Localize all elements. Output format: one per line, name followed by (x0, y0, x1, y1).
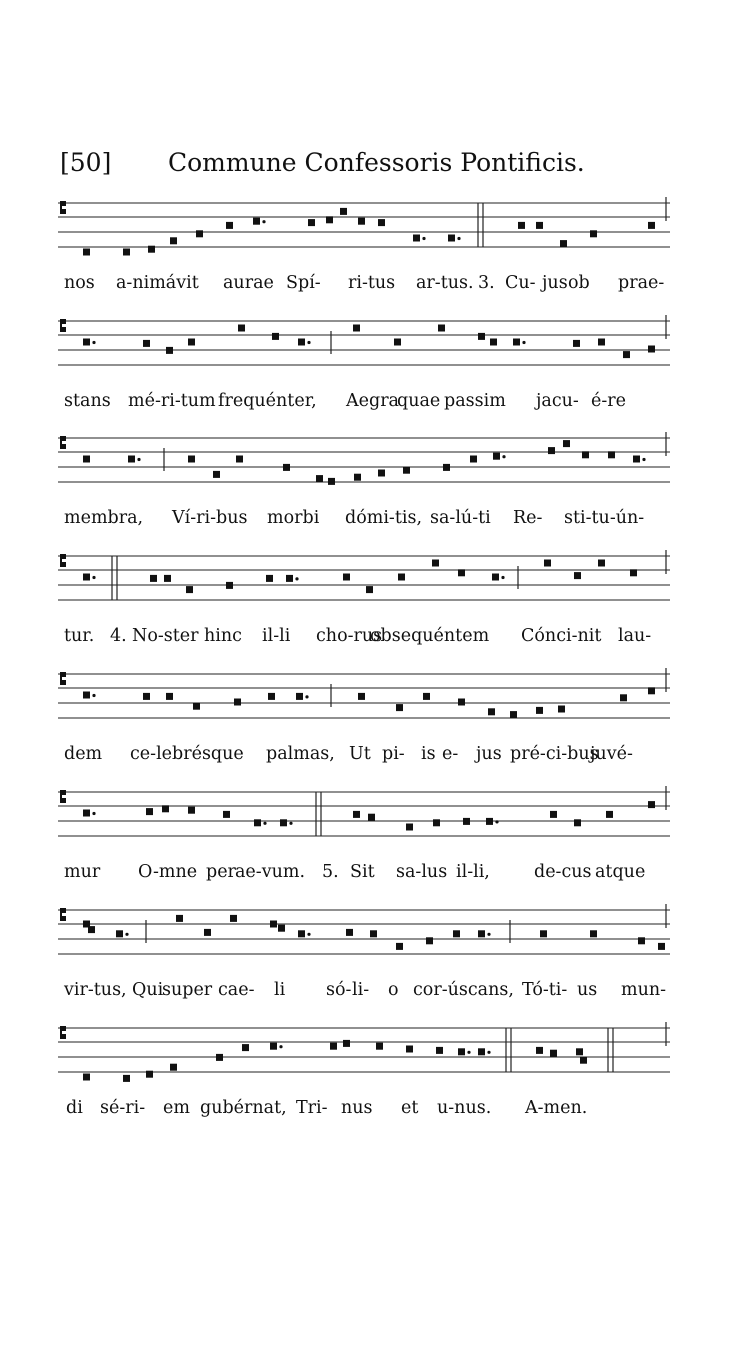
neume (226, 582, 233, 589)
mora-dot (263, 822, 266, 825)
neume (83, 1074, 90, 1081)
neume (83, 339, 90, 346)
lyric-syllable: ae-vum. (235, 862, 306, 882)
chant-system (58, 430, 670, 540)
neume (143, 340, 150, 347)
neume (633, 456, 640, 463)
lyric-syllable: cor-úscans, (413, 980, 514, 1000)
lyric-syllable: obsequéntem (370, 626, 490, 646)
neume (176, 915, 183, 922)
neume (162, 805, 169, 812)
neume (186, 586, 193, 593)
neume (343, 1040, 350, 1047)
lyric-syllable: tur. (64, 626, 95, 646)
neume (396, 704, 403, 711)
lyric-syllable: jus (542, 273, 568, 293)
neume (216, 1054, 223, 1061)
staff (58, 1020, 670, 1084)
neume (213, 471, 220, 478)
neume (83, 456, 90, 463)
lyric-syllable: cae- (218, 980, 255, 1000)
neume (123, 249, 130, 256)
neume (550, 811, 557, 818)
mora-dot (125, 933, 128, 936)
neume (582, 451, 589, 458)
chant-system (58, 1020, 670, 1130)
neume (88, 926, 95, 933)
neume (413, 235, 420, 242)
lyric-syllable: sa-lú-ti (430, 508, 491, 528)
neume (326, 216, 333, 223)
lyric-syllable: et (401, 1098, 419, 1118)
mora-dot (501, 576, 504, 579)
lyric-line (58, 391, 670, 421)
do-clef (60, 436, 66, 449)
mora-dot (92, 694, 95, 697)
mora-dot (289, 822, 292, 825)
staff (58, 784, 670, 848)
neume (536, 222, 543, 229)
neume (193, 703, 200, 710)
neume (346, 929, 353, 936)
lyric-syllable: vir-tus, (64, 980, 127, 1000)
lyric-syllable: mur (64, 862, 101, 882)
chant-system (58, 195, 670, 305)
neume (188, 339, 195, 346)
lyric-syllable: cho-rus (316, 626, 383, 646)
neume (316, 475, 323, 482)
neume (443, 464, 450, 471)
neume (486, 818, 493, 825)
neume (648, 222, 655, 229)
neume (590, 230, 597, 237)
lyric-syllable: Spí- (286, 273, 321, 293)
neume (396, 943, 403, 950)
neume (366, 586, 373, 593)
staff (58, 313, 670, 377)
lyric-syllable: sti-tu-ún- (564, 508, 645, 528)
lyric-syllable: passim (444, 391, 506, 411)
do-clef (60, 1026, 66, 1039)
do-clef (60, 790, 66, 803)
neume (83, 574, 90, 581)
neume (196, 230, 203, 237)
neume (146, 1071, 153, 1078)
neume (406, 824, 413, 831)
neume (253, 218, 260, 225)
lyric-syllable: 4. (110, 626, 127, 646)
mora-dot (92, 576, 95, 579)
lyric-line (58, 744, 670, 774)
neume (423, 693, 430, 700)
staff (58, 430, 670, 494)
staff (58, 902, 670, 966)
neume (358, 693, 365, 700)
neume (170, 237, 177, 244)
lyric-syllable: hinc (204, 626, 242, 646)
mora-dot (307, 933, 310, 936)
neume (340, 208, 347, 215)
neume (398, 574, 405, 581)
neume (146, 808, 153, 815)
neume (394, 339, 401, 346)
neume (544, 560, 551, 567)
neume (574, 819, 581, 826)
staff (58, 548, 670, 612)
lyric-syllable: dómi-tis, (345, 508, 423, 528)
neume (83, 249, 90, 256)
lyric-syllable: li- (352, 980, 370, 1000)
mora-dot (307, 341, 310, 344)
lyric-syllable: nos (64, 273, 95, 293)
neume (453, 930, 460, 937)
do-clef (60, 554, 66, 567)
neume (518, 222, 525, 229)
lyric-syllable: jus (476, 744, 502, 764)
neume (354, 474, 361, 481)
lyric-line (58, 273, 670, 303)
mora-dot (467, 1051, 470, 1054)
neume (266, 575, 273, 582)
lyric-syllable: Sit (350, 862, 375, 882)
neume (283, 464, 290, 471)
page-header (60, 148, 680, 182)
lyric-syllable: pi- (382, 744, 405, 764)
neume (638, 937, 645, 944)
neume (148, 246, 155, 253)
lyric-syllable: il-li (262, 626, 291, 646)
lyric-line (58, 626, 670, 656)
lyric-syllable: sé-ri- (100, 1098, 146, 1118)
lyric-syllable: de-cus (534, 862, 592, 882)
lyric-syllable: pré-ci-bus (510, 744, 599, 764)
lyric-syllable: lau- (618, 626, 652, 646)
lyric-syllable: só- (326, 980, 352, 1000)
mora-dot (487, 1051, 490, 1054)
chant-system (58, 902, 670, 1012)
neume (458, 569, 465, 576)
lyric-syllable: stans (64, 391, 111, 411)
neume (630, 569, 637, 576)
mora-dot (137, 458, 140, 461)
mora-dot (279, 1045, 282, 1048)
lyric-syllable: atque (595, 862, 646, 882)
neume (536, 1047, 543, 1054)
lyric-syllable: No-ster (132, 626, 199, 646)
neume (280, 819, 287, 826)
do-clef (60, 319, 66, 332)
mora-dot (92, 812, 95, 815)
neume (242, 1044, 249, 1051)
lyric-syllable: quae (397, 391, 441, 411)
lyric-syllable: jacu- (536, 391, 579, 411)
staff (58, 666, 670, 730)
do-clef (60, 201, 66, 214)
lyric-syllable: o (388, 980, 399, 1000)
neume (170, 1064, 177, 1071)
lyric-syllable: prae- (618, 273, 665, 293)
neume (490, 339, 497, 346)
lyric-syllable: aurae (223, 273, 274, 293)
neume (286, 575, 293, 582)
neume (648, 801, 655, 808)
neume (116, 930, 123, 937)
chant-system (58, 548, 670, 658)
lyric-syllable: e- (442, 744, 459, 764)
lyric-syllable: juvé- (590, 744, 633, 764)
lyric-syllable: ar-tus. (416, 273, 474, 293)
neume (590, 930, 597, 937)
neume (576, 1048, 583, 1055)
lyric-syllable: Cu- (505, 273, 536, 293)
neume (648, 346, 655, 353)
lyric-syllable: morbi (267, 508, 320, 528)
lyric-syllable: 5. (322, 862, 339, 882)
neume (493, 453, 500, 460)
lyric-syllable: A-men. (525, 1098, 588, 1118)
neume (488, 708, 495, 715)
neume (230, 915, 237, 922)
lyric-syllable: mun- (621, 980, 667, 1000)
neume (254, 819, 261, 826)
neume (343, 574, 350, 581)
neume (623, 351, 630, 358)
lyric-syllable: membra, (64, 508, 144, 528)
neume (574, 572, 581, 579)
lyric-syllable: a-nimávit (116, 273, 199, 293)
lyric-syllable: sa-lus (396, 862, 448, 882)
lyric-syllable: ob (568, 273, 590, 293)
neume (658, 943, 665, 950)
lyric-syllable: us (577, 980, 598, 1000)
neume (608, 451, 615, 458)
neume (204, 929, 211, 936)
neume (426, 937, 433, 944)
neume (478, 333, 485, 340)
lyric-syllable: frequénter, (218, 391, 317, 411)
do-clef (60, 908, 66, 921)
lyric-syllable: em (163, 1098, 190, 1118)
neume (298, 339, 305, 346)
neume (598, 560, 605, 567)
mora-dot (457, 237, 460, 240)
neume (378, 470, 385, 477)
neume (573, 340, 580, 347)
neume (278, 925, 285, 932)
lyric-syllable: dem (64, 744, 103, 764)
neume (188, 456, 195, 463)
neume (298, 930, 305, 937)
page-title: Commune Confessoris Pontificis. (168, 148, 585, 177)
chant-system (58, 666, 670, 776)
neume (330, 1043, 337, 1050)
mora-dot (502, 455, 505, 458)
neume (458, 1048, 465, 1055)
neume (296, 693, 303, 700)
chant-system (58, 313, 670, 423)
neume (606, 811, 613, 818)
neume (580, 1057, 587, 1064)
lyric-line (58, 980, 670, 1010)
lyric-syllable: Re- (513, 508, 543, 528)
neume (436, 1047, 443, 1054)
lyric-syllable: 3. (478, 273, 495, 293)
lyric-syllable: li (274, 980, 286, 1000)
neume (123, 1075, 130, 1082)
neume (353, 325, 360, 332)
lyric-syllable: is (421, 744, 436, 764)
neume (560, 240, 567, 247)
neume (648, 687, 655, 694)
do-clef (60, 672, 66, 685)
lyric-syllable: gubérnat, (200, 1098, 287, 1118)
neume (458, 699, 465, 706)
neume (223, 811, 230, 818)
neume (143, 693, 150, 700)
neume (432, 560, 439, 567)
lyric-syllable: ce-lebrésque (130, 744, 244, 764)
neume (510, 711, 517, 718)
neume (238, 325, 245, 332)
mora-dot (92, 341, 95, 344)
neume (268, 693, 275, 700)
mora-dot (295, 577, 298, 580)
mora-dot (495, 820, 498, 823)
lyric-syllable: O-mne (138, 862, 198, 882)
neume (128, 456, 135, 463)
mora-dot (522, 341, 525, 344)
chant-system (58, 784, 670, 894)
neume (234, 699, 241, 706)
neume (376, 1043, 383, 1050)
lyric-syllable: per (206, 862, 236, 882)
lyric-syllable: il-li, (456, 862, 490, 882)
neume (226, 222, 233, 229)
neume (478, 1048, 485, 1055)
lyric-syllable: Ut (349, 744, 371, 764)
neume (378, 219, 385, 226)
lyric-syllable: Tó-ti- (522, 980, 568, 1000)
lyric-syllable: Ví-ri-bus (172, 508, 248, 528)
neume (164, 575, 171, 582)
neume (550, 1050, 557, 1057)
neume (328, 478, 335, 485)
neume (83, 692, 90, 699)
neume (353, 811, 360, 818)
lyric-line (58, 1098, 670, 1128)
neume (368, 814, 375, 821)
lyric-line (58, 862, 670, 892)
lyric-syllable: Aegra (346, 391, 399, 411)
neume (478, 930, 485, 937)
neume (463, 818, 470, 825)
mora-dot (487, 933, 490, 936)
neume (308, 219, 315, 226)
lyric-syllable: u-nus. (437, 1098, 492, 1118)
neume (166, 693, 173, 700)
neume (370, 930, 377, 937)
neume (403, 467, 410, 474)
neume (166, 347, 173, 354)
lyric-syllable: di (66, 1098, 83, 1118)
neume (492, 574, 499, 581)
neume (540, 930, 547, 937)
lyric-syllable: é-re (591, 391, 626, 411)
lyric-syllable: palmas, (266, 744, 335, 764)
neume (236, 456, 243, 463)
neume (563, 440, 570, 447)
neume (83, 810, 90, 817)
neume (548, 447, 555, 454)
neume (620, 694, 627, 701)
neume (272, 333, 279, 340)
staff (58, 195, 670, 259)
lyric-syllable: Tri- (296, 1098, 328, 1118)
neume (150, 575, 157, 582)
lyric-syllable: ri-tus (348, 273, 396, 293)
neume (513, 339, 520, 346)
lyric-syllable: mé-ri-tum (128, 391, 216, 411)
mora-dot (642, 458, 645, 461)
lyric-syllable: super (162, 980, 213, 1000)
neume (188, 807, 195, 814)
page-number: [50] (60, 148, 112, 177)
lyric-syllable: nus (341, 1098, 373, 1118)
neume (536, 707, 543, 714)
neume (470, 456, 477, 463)
mora-dot (422, 237, 425, 240)
mora-dot (305, 695, 308, 698)
lyric-syllable: Cónci-nit (521, 626, 602, 646)
neume (433, 819, 440, 826)
neume (406, 1046, 413, 1053)
neume (448, 235, 455, 242)
mora-dot (262, 220, 265, 223)
neume (438, 325, 445, 332)
lyric-syllable: Qui (132, 980, 164, 1000)
neume (358, 218, 365, 225)
neume (598, 339, 605, 346)
neume (270, 921, 277, 928)
neume (558, 706, 565, 713)
neume (270, 1043, 277, 1050)
lyric-line (58, 508, 670, 538)
